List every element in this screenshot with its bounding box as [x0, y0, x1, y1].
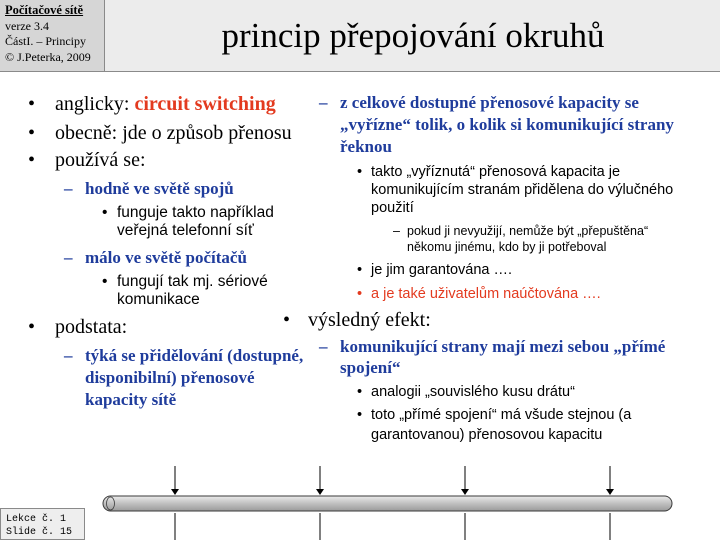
- bullet-marker: •: [28, 93, 36, 115]
- title-area: [106, 0, 720, 71]
- direct-connection-line-2: spojení“: [340, 358, 401, 377]
- no-release-line-1: pokud ji nevyužijí, nemůže být „přepuštěna“: [407, 224, 649, 238]
- capacity-cut-line-3: řeknou: [340, 137, 392, 156]
- dash-marker: –: [64, 179, 73, 198]
- sub-bullet-marker: •: [357, 164, 363, 180]
- slide-footer: [0, 508, 85, 540]
- dash-marker: –: [319, 337, 328, 356]
- usage-telecom: hodně ve světě spojů: [85, 179, 234, 198]
- dash-marker: –: [393, 224, 400, 238]
- bullet-result: výsledný efekt:: [308, 309, 431, 331]
- telecom-example-line-1: funguje takto například: [117, 204, 274, 221]
- sub-bullet-marker: •: [357, 262, 363, 278]
- computers-example-line-1: fungují tak mj. sériové: [117, 273, 268, 290]
- essence-line-1: týká se přidělování (dostupné,: [85, 346, 304, 365]
- direct-connection-line-1: komunikující strany mají mezi sebou „přímé: [340, 337, 666, 356]
- computers-example-line-2: komunikace: [117, 291, 200, 308]
- course-author: © J.Peterka, 2009: [5, 50, 91, 64]
- bullet-english-term: [55, 92, 276, 116]
- bullet-marker: •: [28, 122, 36, 144]
- essence-line-2: disponibilní) přenosové: [85, 368, 255, 387]
- billed-note: a je také uživatelům naúčtována ….: [371, 286, 601, 302]
- circuit-pipe-diagram: [0, 460, 720, 540]
- capacity-cut-line-2: „vyřízne“ tolik, o kolik si komunikující strany: [340, 115, 674, 134]
- sub-bullet-marker: •: [102, 204, 108, 221]
- constant-capacity-line-2: garantovanou) přenosovou kapacitu: [371, 427, 603, 443]
- sub-bullet-marker: •: [357, 384, 363, 400]
- bullet-general: obecně: jde o způsob přenosu: [55, 122, 292, 144]
- usage-computers: málo ve světě počítačů: [85, 248, 247, 267]
- sub-bullet-marker: •: [357, 286, 363, 302]
- capacity-cut-line-1: z celkové dostupné přenosové kapacity se: [340, 93, 639, 112]
- bullet-usage: používá se:: [55, 149, 146, 171]
- exclusive-use-line-2: komunikujícím stranám přidělena do výlučného: [371, 182, 674, 198]
- english-label: anglicky:: [55, 93, 130, 115]
- dash-marker: –: [64, 248, 73, 267]
- exclusive-use-line-1: takto „vyříznutá“ přenosová kapacita je: [371, 164, 621, 180]
- sub-bullet-marker: •: [357, 407, 363, 423]
- course-version: verze 3.4: [5, 19, 49, 33]
- constant-capacity-line-1: toto „přímé spojení“ má všude stejnou (a: [371, 407, 632, 423]
- wire-pipe: [103, 496, 672, 511]
- wire-analogy: analogii „souvislého kusu drátu“: [371, 384, 575, 400]
- bullet-marker: •: [283, 309, 291, 331]
- bullet-marker: •: [28, 149, 36, 171]
- telecom-example-line-2: veřejná telefonní síť: [117, 222, 254, 239]
- lesson-number: Lekce č. 1: [6, 514, 67, 525]
- course-title: Počítačové sítě: [5, 3, 84, 17]
- sub-bullet-marker: •: [102, 273, 108, 290]
- dash-marker: –: [64, 346, 73, 365]
- course-part: ČástI. – Principy: [5, 34, 86, 48]
- slide-title: princip přepojování okruhů: [221, 15, 605, 55]
- bullet-essence: podstata:: [55, 316, 128, 338]
- english-term: circuit switching: [134, 93, 276, 115]
- guaranteed-note: je jim garantována ….: [371, 262, 513, 278]
- slide-number: Slide č. 15: [6, 527, 73, 538]
- slide-header: [0, 0, 720, 72]
- course-info-box: [0, 0, 105, 71]
- bullet-marker: •: [28, 316, 36, 338]
- dash-marker: –: [319, 93, 328, 112]
- essence-line-3: kapacity sítě: [85, 390, 177, 409]
- exclusive-use-line-3: použití: [371, 200, 414, 216]
- no-release-line-2: někomu jinému, kdo by ji potřeboval: [407, 240, 607, 254]
